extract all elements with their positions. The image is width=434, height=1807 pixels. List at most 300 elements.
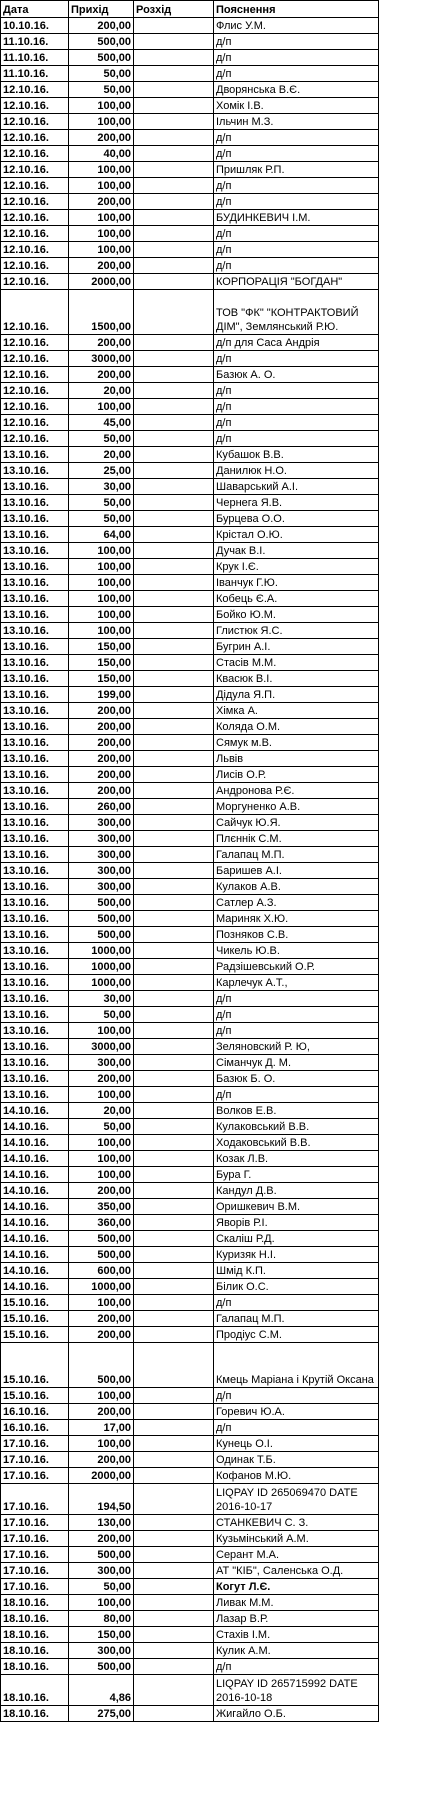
- cell-date[interactable]: 12.10.16.: [1, 210, 69, 226]
- cell-note[interactable]: д/п: [214, 242, 379, 258]
- cell-expense[interactable]: [134, 194, 214, 210]
- cell-date[interactable]: 17.10.16.: [1, 1468, 69, 1484]
- cell-note[interactable]: Козак Л.В.: [214, 1151, 379, 1167]
- cell-note[interactable]: Кубашок В.В.: [214, 447, 379, 463]
- cell-expense[interactable]: [134, 383, 214, 399]
- cell-note[interactable]: Сямук м.В.: [214, 735, 379, 751]
- cell-expense[interactable]: [134, 1436, 214, 1452]
- cell-note[interactable]: Сайчук Ю.Я.: [214, 815, 379, 831]
- cell-date[interactable]: 13.10.16.: [1, 511, 69, 527]
- cell-date[interactable]: 17.10.16.: [1, 1452, 69, 1468]
- cell-income[interactable]: 150,00: [69, 655, 134, 671]
- cell-note[interactable]: Сатлер А.З.: [214, 895, 379, 911]
- cell-expense[interactable]: [134, 1247, 214, 1263]
- cell-income[interactable]: 200,00: [69, 751, 134, 767]
- cell-note[interactable]: д/п: [214, 194, 379, 210]
- cell-expense[interactable]: [134, 18, 214, 34]
- cell-note[interactable]: Кулаковський В.В.: [214, 1119, 379, 1135]
- cell-income[interactable]: 30,00: [69, 991, 134, 1007]
- cell-expense[interactable]: [134, 1643, 214, 1659]
- cell-date[interactable]: 13.10.16.: [1, 479, 69, 495]
- cell-date[interactable]: 13.10.16.: [1, 543, 69, 559]
- cell-expense[interactable]: [134, 1563, 214, 1579]
- cell-date[interactable]: 11.10.16.: [1, 34, 69, 50]
- cell-income[interactable]: 25,00: [69, 463, 134, 479]
- cell-expense[interactable]: [134, 415, 214, 431]
- cell-expense[interactable]: [134, 1231, 214, 1247]
- cell-income[interactable]: 200,00: [69, 194, 134, 210]
- cell-date[interactable]: 18.10.16.: [1, 1675, 69, 1706]
- cell-date[interactable]: 13.10.16.: [1, 927, 69, 943]
- cell-date[interactable]: 15.10.16.: [1, 1388, 69, 1404]
- cell-income[interactable]: 100,00: [69, 1295, 134, 1311]
- cell-note[interactable]: Стасів М.М.: [214, 655, 379, 671]
- cell-date[interactable]: 18.10.16.: [1, 1706, 69, 1722]
- cell-income[interactable]: 150,00: [69, 671, 134, 687]
- cell-note[interactable]: Хомік І.В.: [214, 98, 379, 114]
- cell-income[interactable]: 300,00: [69, 815, 134, 831]
- header-note[interactable]: Пояснення: [214, 1, 379, 18]
- cell-date[interactable]: 18.10.16.: [1, 1627, 69, 1643]
- cell-income[interactable]: 100,00: [69, 98, 134, 114]
- cell-expense[interactable]: [134, 1484, 214, 1515]
- cell-note[interactable]: д/п: [214, 50, 379, 66]
- cell-note[interactable]: БУДИНКЕВИЧ І.М.: [214, 210, 379, 226]
- cell-note[interactable]: Карлечук А.Т.,: [214, 975, 379, 991]
- cell-income[interactable]: 100,00: [69, 178, 134, 194]
- cell-date[interactable]: 17.10.16.: [1, 1563, 69, 1579]
- cell-note[interactable]: д/п: [214, 1420, 379, 1436]
- cell-expense[interactable]: [134, 258, 214, 274]
- cell-expense[interactable]: [134, 639, 214, 655]
- cell-note[interactable]: Мариняк Х.Ю.: [214, 911, 379, 927]
- cell-date[interactable]: 14.10.16.: [1, 1263, 69, 1279]
- cell-date[interactable]: 13.10.16.: [1, 911, 69, 927]
- cell-note[interactable]: Куризяк Н.І.: [214, 1247, 379, 1263]
- cell-expense[interactable]: [134, 719, 214, 735]
- cell-note[interactable]: Жигайло О.Б.: [214, 1706, 379, 1722]
- cell-note[interactable]: д/п: [214, 226, 379, 242]
- cell-date[interactable]: 13.10.16.: [1, 575, 69, 591]
- cell-date[interactable]: 13.10.16.: [1, 751, 69, 767]
- cell-expense[interactable]: [134, 1452, 214, 1468]
- cell-note[interactable]: Одинак Т.Б.: [214, 1452, 379, 1468]
- cell-income[interactable]: 600,00: [69, 1263, 134, 1279]
- cell-income[interactable]: 1000,00: [69, 975, 134, 991]
- cell-note[interactable]: Крістал О.Ю.: [214, 527, 379, 543]
- cell-income[interactable]: 150,00: [69, 639, 134, 655]
- cell-note[interactable]: Радзішевський О.Р.: [214, 959, 379, 975]
- cell-expense[interactable]: [134, 1311, 214, 1327]
- cell-date[interactable]: 13.10.16.: [1, 991, 69, 1007]
- cell-date[interactable]: 13.10.16.: [1, 655, 69, 671]
- cell-expense[interactable]: [134, 146, 214, 162]
- cell-income[interactable]: 40,00: [69, 146, 134, 162]
- cell-expense[interactable]: [134, 1547, 214, 1563]
- cell-note[interactable]: Андронова Р.Є.: [214, 783, 379, 799]
- cell-note[interactable]: Бурцева О.О.: [214, 511, 379, 527]
- cell-income[interactable]: 199,00: [69, 687, 134, 703]
- cell-income[interactable]: 100,00: [69, 1135, 134, 1151]
- cell-date[interactable]: 12.10.16.: [1, 194, 69, 210]
- cell-date[interactable]: 12.10.16.: [1, 367, 69, 383]
- cell-date[interactable]: 12.10.16.: [1, 242, 69, 258]
- cell-date[interactable]: 12.10.16.: [1, 162, 69, 178]
- cell-note[interactable]: д/п: [214, 1295, 379, 1311]
- cell-note[interactable]: Сіманчук Д. М.: [214, 1055, 379, 1071]
- cell-date[interactable]: 13.10.16.: [1, 703, 69, 719]
- cell-income[interactable]: 2000,00: [69, 1468, 134, 1484]
- cell-date[interactable]: 13.10.16.: [1, 1071, 69, 1087]
- cell-expense[interactable]: [134, 1087, 214, 1103]
- cell-note[interactable]: Моргуненко А.В.: [214, 799, 379, 815]
- cell-expense[interactable]: [134, 1388, 214, 1404]
- cell-note[interactable]: Шаварський А.І.: [214, 479, 379, 495]
- cell-date[interactable]: 14.10.16.: [1, 1231, 69, 1247]
- cell-income[interactable]: 100,00: [69, 1388, 134, 1404]
- cell-income[interactable]: 1500,00: [69, 290, 134, 335]
- cell-note[interactable]: Когут Л.Є.: [214, 1579, 379, 1595]
- cell-date[interactable]: 12.10.16.: [1, 146, 69, 162]
- cell-expense[interactable]: [134, 815, 214, 831]
- cell-note[interactable]: д/п: [214, 178, 379, 194]
- cell-income[interactable]: 100,00: [69, 591, 134, 607]
- cell-income[interactable]: 1000,00: [69, 959, 134, 975]
- cell-date[interactable]: 15.10.16.: [1, 1311, 69, 1327]
- cell-note[interactable]: Глистюк Я.С.: [214, 623, 379, 639]
- cell-expense[interactable]: [134, 50, 214, 66]
- cell-date[interactable]: 15.10.16.: [1, 1343, 69, 1388]
- cell-expense[interactable]: [134, 274, 214, 290]
- cell-income[interactable]: 100,00: [69, 1023, 134, 1039]
- cell-expense[interactable]: [134, 527, 214, 543]
- cell-date[interactable]: 13.10.16.: [1, 495, 69, 511]
- cell-income[interactable]: 200,00: [69, 735, 134, 751]
- cell-date[interactable]: 14.10.16.: [1, 1135, 69, 1151]
- cell-expense[interactable]: [134, 495, 214, 511]
- cell-income[interactable]: 300,00: [69, 1563, 134, 1579]
- header-expense[interactable]: Розхід: [134, 1, 214, 18]
- cell-note[interactable]: Оришкевич В.М.: [214, 1199, 379, 1215]
- cell-note[interactable]: Кандул Д.В.: [214, 1183, 379, 1199]
- cell-income[interactable]: 64,00: [69, 527, 134, 543]
- cell-expense[interactable]: [134, 1627, 214, 1643]
- cell-note[interactable]: Дучак В.І.: [214, 543, 379, 559]
- cell-income[interactable]: 200,00: [69, 367, 134, 383]
- cell-date[interactable]: 14.10.16.: [1, 1199, 69, 1215]
- cell-expense[interactable]: [134, 1135, 214, 1151]
- cell-expense[interactable]: [134, 130, 214, 146]
- cell-expense[interactable]: [134, 1675, 214, 1706]
- cell-note[interactable]: Бура Г.: [214, 1167, 379, 1183]
- cell-date[interactable]: 12.10.16.: [1, 274, 69, 290]
- cell-income[interactable]: 100,00: [69, 559, 134, 575]
- cell-income[interactable]: 500,00: [69, 1659, 134, 1675]
- cell-note[interactable]: Кулик А.М.: [214, 1643, 379, 1659]
- cell-income[interactable]: 500,00: [69, 1231, 134, 1247]
- cell-date[interactable]: 13.10.16.: [1, 863, 69, 879]
- cell-date[interactable]: 14.10.16.: [1, 1119, 69, 1135]
- cell-expense[interactable]: [134, 431, 214, 447]
- cell-expense[interactable]: [134, 735, 214, 751]
- cell-expense[interactable]: [134, 575, 214, 591]
- cell-income[interactable]: 200,00: [69, 1071, 134, 1087]
- cell-income[interactable]: 100,00: [69, 543, 134, 559]
- cell-note[interactable]: LIQPAY ID 265069470 DATE 2016-10-17: [214, 1484, 379, 1515]
- cell-date[interactable]: 13.10.16.: [1, 815, 69, 831]
- cell-expense[interactable]: [134, 975, 214, 991]
- cell-note[interactable]: Зеляновский Р. Ю,: [214, 1039, 379, 1055]
- cell-note[interactable]: Пришляк Р.П.: [214, 162, 379, 178]
- cell-date[interactable]: 12.10.16.: [1, 415, 69, 431]
- cell-date[interactable]: 17.10.16.: [1, 1579, 69, 1595]
- cell-expense[interactable]: [134, 1420, 214, 1436]
- cell-expense[interactable]: [134, 847, 214, 863]
- cell-date[interactable]: 16.10.16.: [1, 1404, 69, 1420]
- cell-expense[interactable]: [134, 687, 214, 703]
- cell-note[interactable]: Базюк А. О.: [214, 367, 379, 383]
- cell-date[interactable]: 18.10.16.: [1, 1659, 69, 1675]
- cell-note[interactable]: Кмець Маріана і Крутій Оксана: [214, 1343, 379, 1388]
- cell-date[interactable]: 13.10.16.: [1, 671, 69, 687]
- cell-note[interactable]: Лазар В.Р.: [214, 1611, 379, 1627]
- cell-note[interactable]: Чикель Ю.В.: [214, 943, 379, 959]
- cell-note[interactable]: д/п: [214, 415, 379, 431]
- cell-expense[interactable]: [134, 98, 214, 114]
- cell-date[interactable]: 13.10.16.: [1, 463, 69, 479]
- cell-income[interactable]: 3000,00: [69, 351, 134, 367]
- cell-expense[interactable]: [134, 1659, 214, 1675]
- cell-date[interactable]: 12.10.16.: [1, 226, 69, 242]
- cell-income[interactable]: 100,00: [69, 226, 134, 242]
- cell-date[interactable]: 18.10.16.: [1, 1595, 69, 1611]
- cell-date[interactable]: 18.10.16.: [1, 1643, 69, 1659]
- cell-expense[interactable]: [134, 1055, 214, 1071]
- cell-note[interactable]: Лисів О.Р.: [214, 767, 379, 783]
- cell-date[interactable]: 13.10.16.: [1, 959, 69, 975]
- cell-income[interactable]: 500,00: [69, 34, 134, 50]
- cell-expense[interactable]: [134, 242, 214, 258]
- cell-date[interactable]: 14.10.16.: [1, 1247, 69, 1263]
- cell-date[interactable]: 17.10.16.: [1, 1547, 69, 1563]
- cell-income[interactable]: 300,00: [69, 831, 134, 847]
- cell-income[interactable]: 100,00: [69, 399, 134, 415]
- cell-date[interactable]: 16.10.16.: [1, 1420, 69, 1436]
- cell-expense[interactable]: [134, 1327, 214, 1343]
- cell-expense[interactable]: [134, 447, 214, 463]
- cell-expense[interactable]: [134, 226, 214, 242]
- cell-income[interactable]: 20,00: [69, 1103, 134, 1119]
- cell-note[interactable]: Стахів І.М.: [214, 1627, 379, 1643]
- cell-note[interactable]: Білик О.С.: [214, 1279, 379, 1295]
- cell-income[interactable]: 2000,00: [69, 274, 134, 290]
- cell-income[interactable]: 300,00: [69, 1055, 134, 1071]
- cell-expense[interactable]: [134, 783, 214, 799]
- cell-income[interactable]: 20,00: [69, 383, 134, 399]
- cell-note[interactable]: Галапац М.П.: [214, 847, 379, 863]
- cell-date[interactable]: 12.10.16.: [1, 351, 69, 367]
- cell-income[interactable]: 100,00: [69, 210, 134, 226]
- cell-note[interactable]: д/п: [214, 991, 379, 1007]
- cell-expense[interactable]: [134, 1199, 214, 1215]
- cell-income[interactable]: 360,00: [69, 1215, 134, 1231]
- cell-expense[interactable]: [134, 895, 214, 911]
- cell-date[interactable]: 12.10.16.: [1, 82, 69, 98]
- cell-expense[interactable]: [134, 991, 214, 1007]
- cell-note[interactable]: д/п: [214, 431, 379, 447]
- cell-income[interactable]: 200,00: [69, 18, 134, 34]
- cell-note[interactable]: Серант М.А.: [214, 1547, 379, 1563]
- cell-expense[interactable]: [134, 1343, 214, 1388]
- cell-expense[interactable]: [134, 367, 214, 383]
- cell-income[interactable]: 100,00: [69, 1167, 134, 1183]
- cell-date[interactable]: 12.10.16.: [1, 258, 69, 274]
- cell-expense[interactable]: [134, 1103, 214, 1119]
- cell-note[interactable]: Коляда О.М.: [214, 719, 379, 735]
- cell-date[interactable]: 11.10.16.: [1, 50, 69, 66]
- cell-income[interactable]: 500,00: [69, 1247, 134, 1263]
- cell-date[interactable]: 13.10.16.: [1, 559, 69, 575]
- cell-note[interactable]: Кунець О.І.: [214, 1436, 379, 1452]
- cell-date[interactable]: 12.10.16.: [1, 130, 69, 146]
- cell-income[interactable]: 50,00: [69, 431, 134, 447]
- cell-note[interactable]: СТАНКЕВИЧ С. З.: [214, 1515, 379, 1531]
- cell-income[interactable]: 50,00: [69, 495, 134, 511]
- cell-note[interactable]: д/п: [214, 1087, 379, 1103]
- cell-note[interactable]: Дідула Я.П.: [214, 687, 379, 703]
- cell-note[interactable]: Чернега Я.В.: [214, 495, 379, 511]
- cell-expense[interactable]: [134, 34, 214, 50]
- cell-expense[interactable]: [134, 799, 214, 815]
- cell-income[interactable]: 200,00: [69, 1452, 134, 1468]
- cell-note[interactable]: Флис У.М.: [214, 18, 379, 34]
- cell-note[interactable]: д/п: [214, 1659, 379, 1675]
- cell-date[interactable]: 13.10.16.: [1, 735, 69, 751]
- cell-expense[interactable]: [134, 66, 214, 82]
- cell-date[interactable]: 10.10.16.: [1, 18, 69, 34]
- cell-income[interactable]: 200,00: [69, 783, 134, 799]
- cell-note[interactable]: д/п: [214, 258, 379, 274]
- cell-income[interactable]: 200,00: [69, 719, 134, 735]
- cell-note[interactable]: д/п: [214, 399, 379, 415]
- cell-note[interactable]: Скаліш Р.Д.: [214, 1231, 379, 1247]
- cell-date[interactable]: 13.10.16.: [1, 783, 69, 799]
- cell-income[interactable]: 100,00: [69, 1436, 134, 1452]
- cell-date[interactable]: 14.10.16.: [1, 1215, 69, 1231]
- cell-date[interactable]: 14.10.16.: [1, 1183, 69, 1199]
- cell-note[interactable]: Ходаковський В.В.: [214, 1135, 379, 1151]
- cell-income[interactable]: 350,00: [69, 1199, 134, 1215]
- cell-expense[interactable]: [134, 1263, 214, 1279]
- cell-expense[interactable]: [134, 831, 214, 847]
- cell-expense[interactable]: [134, 1579, 214, 1595]
- cell-expense[interactable]: [134, 1515, 214, 1531]
- cell-income[interactable]: 200,00: [69, 335, 134, 351]
- cell-income[interactable]: 300,00: [69, 847, 134, 863]
- cell-date[interactable]: 13.10.16.: [1, 527, 69, 543]
- cell-expense[interactable]: [134, 1007, 214, 1023]
- cell-date[interactable]: 14.10.16.: [1, 1167, 69, 1183]
- cell-income[interactable]: 100,00: [69, 1151, 134, 1167]
- cell-income[interactable]: 200,00: [69, 1311, 134, 1327]
- cell-note[interactable]: Бойко Ю.М.: [214, 607, 379, 623]
- header-date[interactable]: Дата: [1, 1, 69, 18]
- cell-date[interactable]: 12.10.16.: [1, 431, 69, 447]
- cell-expense[interactable]: [134, 1023, 214, 1039]
- cell-expense[interactable]: [134, 863, 214, 879]
- cell-note[interactable]: Кузьмінський А.М.: [214, 1531, 379, 1547]
- cell-expense[interactable]: [134, 543, 214, 559]
- cell-income[interactable]: 100,00: [69, 1087, 134, 1103]
- cell-income[interactable]: 50,00: [69, 1579, 134, 1595]
- cell-date[interactable]: 13.10.16.: [1, 591, 69, 607]
- cell-note[interactable]: АТ "КІБ", Саленська О.Д.: [214, 1563, 379, 1579]
- cell-expense[interactable]: [134, 1183, 214, 1199]
- cell-income[interactable]: 100,00: [69, 623, 134, 639]
- cell-income[interactable]: 300,00: [69, 863, 134, 879]
- cell-income[interactable]: 260,00: [69, 799, 134, 815]
- cell-note[interactable]: д/п: [214, 1023, 379, 1039]
- cell-expense[interactable]: [134, 767, 214, 783]
- cell-note[interactable]: д/п: [214, 1007, 379, 1023]
- cell-note[interactable]: Шмід К.П.: [214, 1263, 379, 1279]
- cell-date[interactable]: 12.10.16.: [1, 383, 69, 399]
- cell-expense[interactable]: [134, 959, 214, 975]
- cell-note[interactable]: КОРПОРАЦІЯ "БОГДАН": [214, 274, 379, 290]
- cell-income[interactable]: 500,00: [69, 895, 134, 911]
- cell-expense[interactable]: [134, 1119, 214, 1135]
- cell-income[interactable]: 100,00: [69, 1595, 134, 1611]
- cell-income[interactable]: 200,00: [69, 130, 134, 146]
- cell-income[interactable]: 50,00: [69, 66, 134, 82]
- cell-note[interactable]: Позняков С.В.: [214, 927, 379, 943]
- cell-expense[interactable]: [134, 591, 214, 607]
- cell-note[interactable]: д/п: [214, 34, 379, 50]
- cell-income[interactable]: 200,00: [69, 703, 134, 719]
- cell-date[interactable]: 13.10.16.: [1, 767, 69, 783]
- cell-expense[interactable]: [134, 1404, 214, 1420]
- cell-date[interactable]: 12.10.16.: [1, 114, 69, 130]
- cell-note[interactable]: Дворянська В.Є.: [214, 82, 379, 98]
- cell-income[interactable]: 20,00: [69, 447, 134, 463]
- cell-date[interactable]: 11.10.16.: [1, 66, 69, 82]
- cell-note[interactable]: Бугрин А.І.: [214, 639, 379, 655]
- cell-expense[interactable]: [134, 479, 214, 495]
- cell-date[interactable]: 17.10.16.: [1, 1484, 69, 1515]
- cell-income[interactable]: 200,00: [69, 767, 134, 783]
- cell-income[interactable]: 150,00: [69, 1627, 134, 1643]
- cell-income[interactable]: 500,00: [69, 911, 134, 927]
- cell-income[interactable]: 100,00: [69, 242, 134, 258]
- cell-note[interactable]: Продіус С.М.: [214, 1327, 379, 1343]
- cell-income[interactable]: 194,50: [69, 1484, 134, 1515]
- cell-income[interactable]: 100,00: [69, 162, 134, 178]
- cell-date[interactable]: 12.10.16.: [1, 98, 69, 114]
- cell-expense[interactable]: [134, 1531, 214, 1547]
- cell-note[interactable]: Квасюк В.І.: [214, 671, 379, 687]
- cell-income[interactable]: 200,00: [69, 258, 134, 274]
- cell-date[interactable]: 12.10.16.: [1, 178, 69, 194]
- cell-expense[interactable]: [134, 1706, 214, 1722]
- cell-note[interactable]: Кулаков А.В.: [214, 879, 379, 895]
- cell-date[interactable]: 13.10.16.: [1, 719, 69, 735]
- cell-date[interactable]: 12.10.16.: [1, 335, 69, 351]
- cell-note[interactable]: Ливак М.М.: [214, 1595, 379, 1611]
- cell-note[interactable]: Хімка А.: [214, 703, 379, 719]
- cell-expense[interactable]: [134, 162, 214, 178]
- cell-note[interactable]: д/п: [214, 383, 379, 399]
- cell-note[interactable]: д/п: [214, 146, 379, 162]
